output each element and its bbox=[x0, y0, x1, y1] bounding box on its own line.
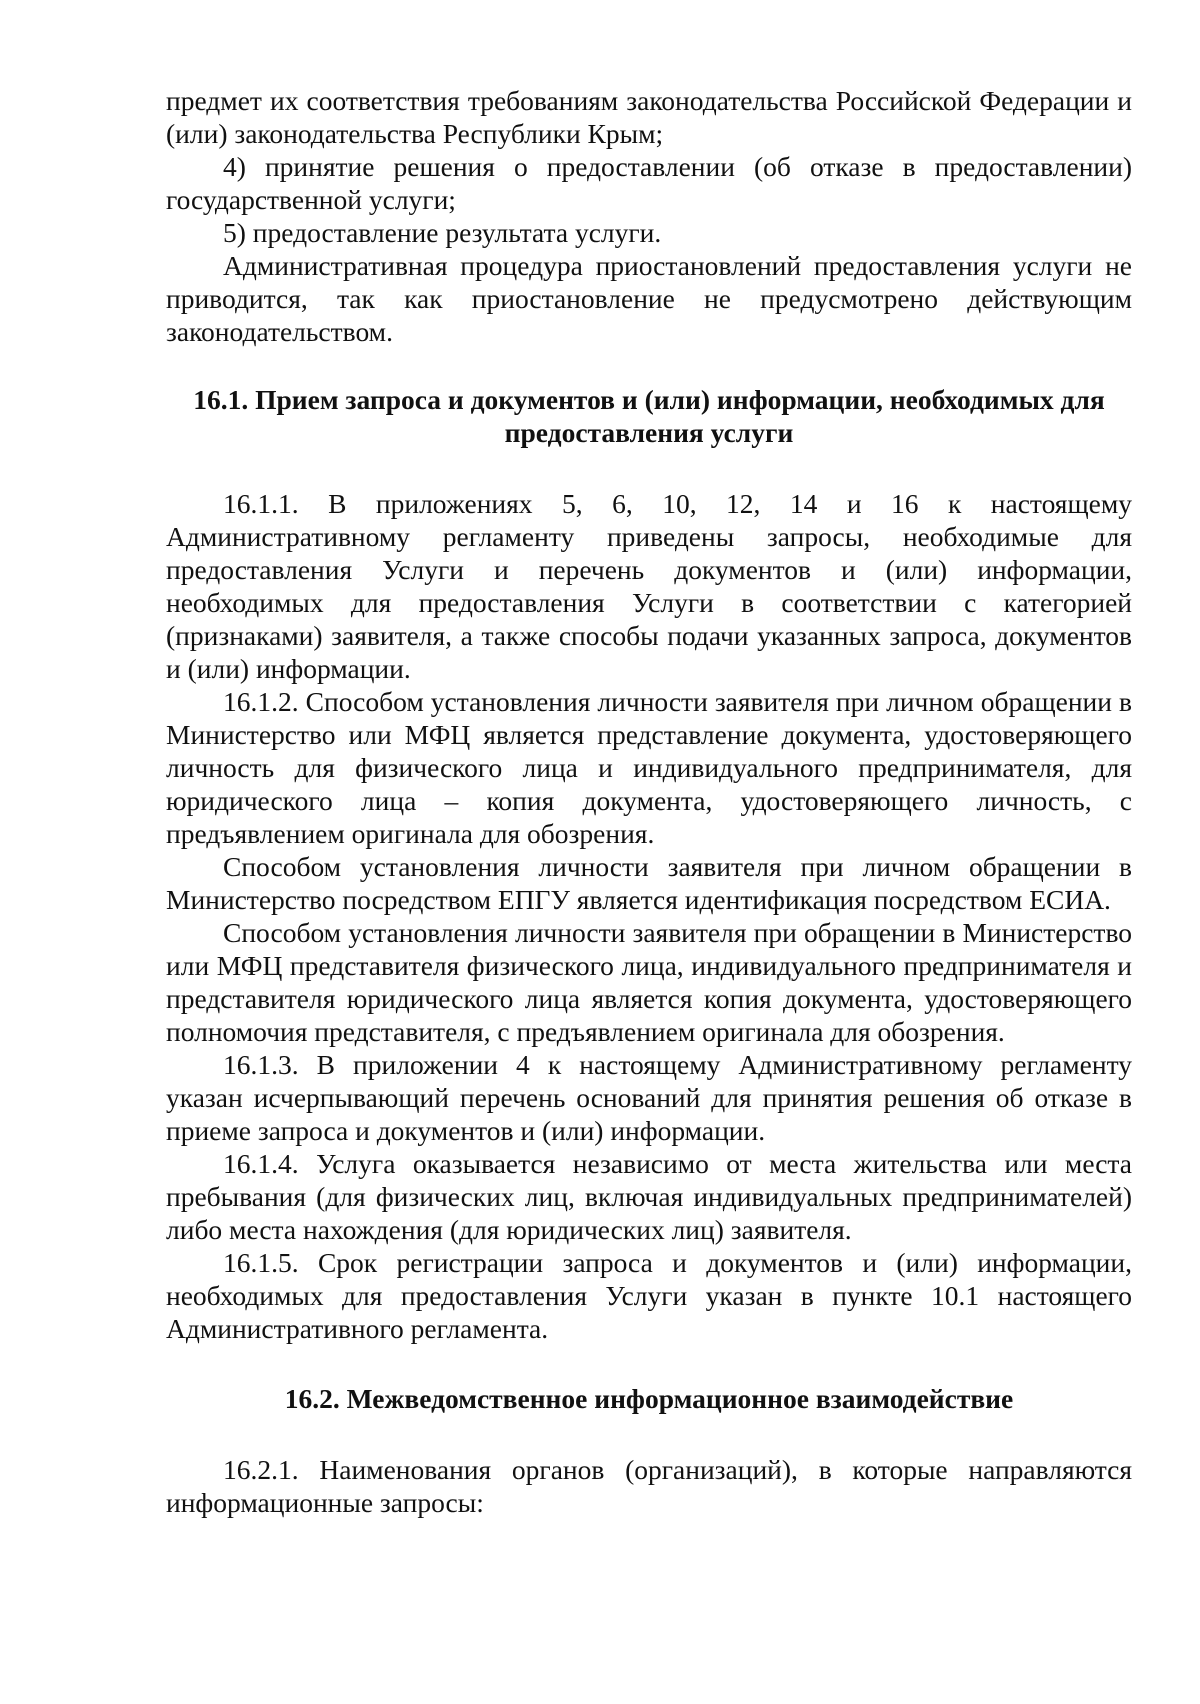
suspension-note: Административная процедура приостановлений предоставления услуги не приводится, так как приостановление не предусмотрено действующим законодательством. bbox=[166, 250, 1132, 347]
document-page bbox=[166, 84, 1132, 1519]
paragraph-epgu-identification: Способом установления личности заявителя при личном обращении в Министерство посредством ЕПГУ является идентификация посредством ЕСИА. bbox=[166, 851, 1132, 915]
paragraph-16-1-5: 16.1.5. Срок регистрации запроса и документов и (или) информации, необходимых для предоставления Услуги указан в пункте 10.1 настоящего Административного регламента. bbox=[166, 1247, 1132, 1344]
list-item-4: 4) принятие решения о предоставлении (об отказе в предоставлении) государственной услуги; bbox=[166, 151, 1132, 215]
paragraph-16-2-1: 16.2.1. Наименования органов (организаций), в которые направляются информационные запросы: bbox=[166, 1454, 1132, 1518]
intro-continuation: предмет их соответствия требованиям законодательства Российской Федерации и (или) законодательства Республики Крым; bbox=[166, 85, 1132, 149]
paragraph-16-1-3: 16.1.3. В приложении 4 к настоящему Административному регламенту указан исчерпывающий перечень оснований для принятия решения об отказе в приеме запроса и документов и (или) информации. bbox=[166, 1049, 1132, 1146]
paragraph-representative-identification: Способом установления личности заявителя при обращении в Министерство или МФЦ представителя физического лица, индивидуального предпринимателя и представителя юридического лица является копия документа, удостоверяющего полномочия представителя, с предъявлением оригинала для обозрения. bbox=[166, 917, 1132, 1047]
paragraph-16-1-1: 16.1.1. В приложениях 5, 6, 10, 12, 14 и 16 к настоящему Административному регламенту приведены запросы, необходимые для предоставления Услуги и перечень документов и (или) информации, необходимых для предоставления Услуги в соответствии с категорией (признаками) заявителя, а также способы подачи указанных запроса, документов и (или) информации. bbox=[166, 488, 1132, 684]
section-16-1-heading: 16.1. Прием запроса и документов и (или) информации, необходимых для предоставления услуги bbox=[193, 384, 1105, 448]
paragraph-16-1-2: 16.1.2. Способом установления личности заявителя при личном обращении в Министерство или МФЦ является представление документа, удостоверяющего личность для физического лица и индивидуального предпринимателя, для юридического лица – копия документа, удостоверяющего личность, с предъявлением оригинала для обозрения. bbox=[166, 686, 1132, 849]
section-16-2-heading: 16.2. Межведомственное информационное взаимодействие bbox=[284, 1383, 1014, 1414]
paragraph-16-1-4: 16.1.4. Услуга оказывается независимо от места жительства или места пребывания (для физических лиц, включая индивидуальных предпринимателей) либо места нахождения (для юридических лиц) заявителя. bbox=[166, 1148, 1132, 1245]
list-item-5: 5) предоставление результата услуги. bbox=[223, 217, 662, 248]
